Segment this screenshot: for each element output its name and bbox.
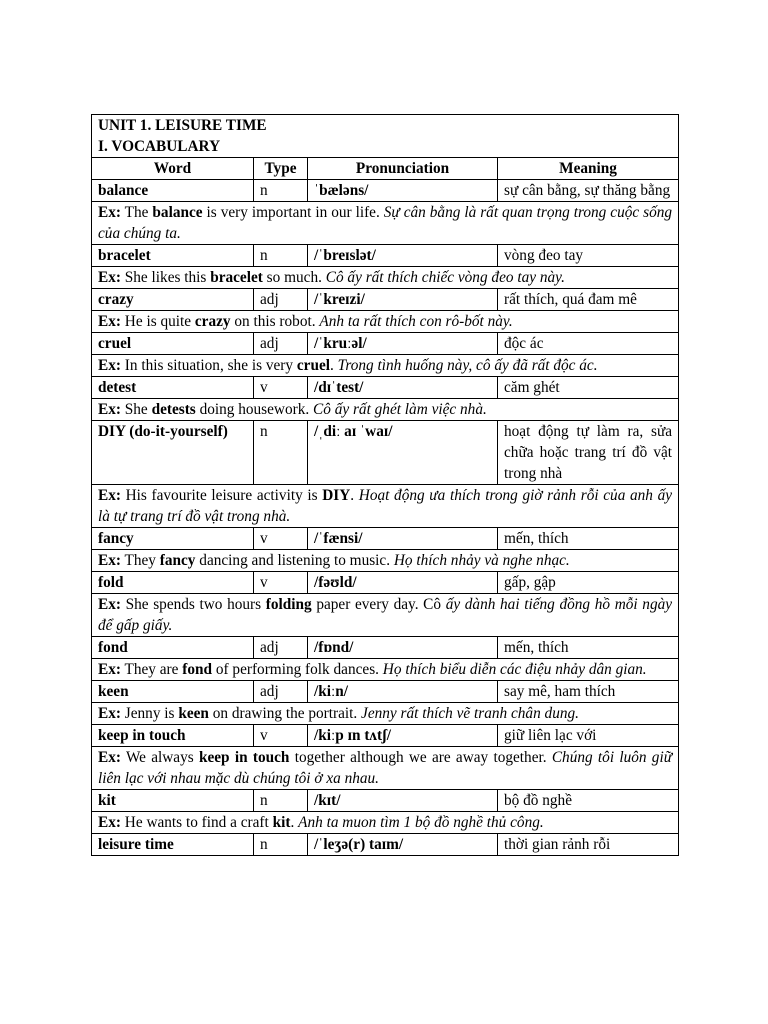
vocab-row bbox=[92, 421, 679, 485]
example-text: paper every day. Cô bbox=[311, 596, 446, 613]
example-sentence bbox=[92, 355, 679, 377]
vocab-pronunciation: /fəʊld/ bbox=[308, 572, 498, 594]
vocab-pronunciation: /kɪt/ bbox=[308, 790, 498, 812]
example-text: together although we are away together. bbox=[289, 749, 552, 766]
example-text: is very important in our life. bbox=[202, 204, 384, 221]
vocab-type: n bbox=[254, 180, 308, 202]
vocab-type: n bbox=[254, 245, 308, 267]
example-translation: Jenny rất thích vẽ tranh chân dung. bbox=[361, 705, 579, 722]
example-text: He wants to find a craft bbox=[120, 814, 273, 831]
example-translation: Họ thích nhảy và nghe nhạc. bbox=[393, 552, 570, 569]
example-row bbox=[92, 485, 679, 528]
example-text: They bbox=[120, 552, 160, 569]
example-text: . bbox=[350, 487, 359, 504]
example-sentence bbox=[92, 747, 679, 790]
vocab-row bbox=[92, 637, 679, 659]
vocab-pronunciation: /ˈkreɪzi/ bbox=[308, 289, 498, 311]
vocab-row bbox=[92, 333, 679, 355]
example-text: In this situation, she is very bbox=[120, 357, 297, 374]
example-label: Ex: bbox=[98, 749, 121, 766]
vocab-meaning: độc ác bbox=[498, 333, 679, 355]
example-text: of performing folk dances. bbox=[212, 661, 383, 678]
header-row bbox=[92, 158, 679, 180]
example-label: Ex: bbox=[98, 596, 121, 613]
example-sentence bbox=[92, 311, 679, 333]
vocab-meaning: say mê, ham thích bbox=[498, 681, 679, 703]
header-pronunciation: Pronunciation bbox=[308, 158, 498, 180]
vocab-type: adj bbox=[254, 333, 308, 355]
unit-title: UNIT 1. LEISURE TIME bbox=[98, 117, 267, 134]
vocab-pronunciation: /ˈbreɪslət/ bbox=[308, 245, 498, 267]
vocab-row bbox=[92, 725, 679, 747]
example-label: Ex: bbox=[98, 814, 121, 831]
vocab-pronunciation: /ˈleʒə(r) taɪm/ bbox=[308, 834, 498, 856]
vocab-word: bracelet bbox=[92, 245, 254, 267]
example-keyword: cruel bbox=[296, 357, 330, 374]
vocab-row bbox=[92, 681, 679, 703]
header-word: Word bbox=[92, 158, 254, 180]
example-text: His favourite leisure activity is bbox=[120, 487, 323, 504]
vocab-word: fancy bbox=[92, 528, 254, 550]
example-keyword: keen bbox=[178, 705, 209, 722]
example-text: The bbox=[120, 204, 153, 221]
example-keyword: folding bbox=[265, 596, 312, 613]
example-keyword: DIY bbox=[322, 487, 351, 504]
example-sentence bbox=[92, 594, 679, 637]
example-row bbox=[92, 311, 679, 333]
example-translation: Anh ta muon tìm 1 bộ đồ nghề thủ công. bbox=[298, 814, 544, 831]
vocab-row bbox=[92, 180, 679, 202]
example-text: She bbox=[120, 401, 152, 418]
vocab-word: leisure time bbox=[92, 834, 254, 856]
example-keyword: keep in touch bbox=[198, 749, 290, 766]
example-row bbox=[92, 550, 679, 572]
example-text: doing housework. bbox=[195, 401, 314, 418]
example-row bbox=[92, 812, 679, 834]
vocab-word: DIY (do-it-yourself) bbox=[92, 421, 254, 485]
example-sentence bbox=[92, 550, 679, 572]
vocab-pronunciation: /ˈkruːəl/ bbox=[308, 333, 498, 355]
example-keyword: fancy bbox=[159, 552, 196, 569]
example-sentence bbox=[92, 659, 679, 681]
vocab-meaning: thời gian rảnh rỗi bbox=[498, 834, 679, 856]
vocab-type: v bbox=[254, 725, 308, 747]
example-row bbox=[92, 355, 679, 377]
example-sentence bbox=[92, 202, 679, 245]
vocab-row bbox=[92, 572, 679, 594]
example-translation: Sự cân bằng là rất quan trọng trong cuộc sống của chúng ta. bbox=[98, 204, 673, 242]
example-label: Ex: bbox=[98, 705, 121, 722]
vocab-meaning: gấp, gập bbox=[498, 572, 679, 594]
example-label: Ex: bbox=[98, 313, 121, 330]
vocab-meaning: bộ đồ nghề bbox=[498, 790, 679, 812]
vocab-word: detest bbox=[92, 377, 254, 399]
example-keyword: kit bbox=[272, 814, 291, 831]
example-keyword: fond bbox=[182, 661, 213, 678]
example-translation: Hoạt động ưa thích trong giờ rảnh rỗi của anh ấy là tự trang trí đồ vật trong nhà. bbox=[98, 487, 673, 525]
example-text: on this robot. bbox=[230, 313, 320, 330]
example-text: dancing and listening to music. bbox=[195, 552, 394, 569]
example-sentence bbox=[92, 267, 679, 289]
vocab-type: v bbox=[254, 528, 308, 550]
vocabulary-table bbox=[91, 114, 679, 856]
vocab-meaning: căm ghét bbox=[498, 377, 679, 399]
example-row bbox=[92, 594, 679, 637]
example-translation: Anh ta rất thích con rô-bốt này. bbox=[319, 313, 513, 330]
vocab-meaning: hoạt động tự làm ra, sửa chữa hoặc trang trí đồ vật trong nhà bbox=[498, 421, 679, 485]
example-row bbox=[92, 267, 679, 289]
vocab-word: keep in touch bbox=[92, 725, 254, 747]
example-keyword: bracelet bbox=[210, 269, 263, 286]
header-type: Type bbox=[254, 158, 308, 180]
example-keyword: balance bbox=[152, 204, 203, 221]
title-row bbox=[92, 115, 679, 158]
vocab-meaning: mến, thích bbox=[498, 637, 679, 659]
section-title: I. VOCABULARY bbox=[98, 138, 221, 155]
vocab-word: crazy bbox=[92, 289, 254, 311]
vocab-meaning: rất thích, quá đam mê bbox=[498, 289, 679, 311]
example-translation: ấy dành hai tiếng đồng hồ mỗi ngày để gấp giấy. bbox=[98, 596, 673, 634]
example-label: Ex: bbox=[98, 204, 121, 221]
vocab-word: keen bbox=[92, 681, 254, 703]
vocab-pronunciation: /dɪˈtest/ bbox=[308, 377, 498, 399]
example-label: Ex: bbox=[98, 357, 121, 374]
example-label: Ex: bbox=[98, 269, 121, 286]
vocab-pronunciation: /fɒnd/ bbox=[308, 637, 498, 659]
example-row bbox=[92, 747, 679, 790]
vocab-pronunciation: ˈbæləns/ bbox=[308, 180, 498, 202]
vocab-type: v bbox=[254, 377, 308, 399]
example-text: on drawing the portrait. bbox=[208, 705, 362, 722]
example-label: Ex: bbox=[98, 401, 121, 418]
example-label: Ex: bbox=[98, 661, 121, 678]
vocab-pronunciation: /kiːn/ bbox=[308, 681, 498, 703]
vocab-word: fold bbox=[92, 572, 254, 594]
vocab-type: n bbox=[254, 834, 308, 856]
example-sentence bbox=[92, 703, 679, 725]
vocab-pronunciation: /ˌdiː aɪ ˈwaɪ/ bbox=[308, 421, 498, 485]
vocab-meaning: mến, thích bbox=[498, 528, 679, 550]
example-text: . bbox=[290, 814, 299, 831]
example-text: She spends two hours bbox=[120, 596, 266, 613]
example-row bbox=[92, 399, 679, 421]
vocab-row bbox=[92, 834, 679, 856]
vocab-meaning: sự cân bằng, sự thăng bằng bbox=[498, 180, 679, 202]
vocab-row bbox=[92, 377, 679, 399]
example-row bbox=[92, 659, 679, 681]
example-keyword: crazy bbox=[194, 313, 231, 330]
vocab-type: adj bbox=[254, 289, 308, 311]
example-text: She likes this bbox=[120, 269, 211, 286]
vocab-word: cruel bbox=[92, 333, 254, 355]
example-translation: Chúng tôi luôn giữ liên lạc với nhau mặc dù chúng tôi ở xa nhau. bbox=[98, 749, 673, 787]
vocab-type: n bbox=[254, 790, 308, 812]
example-sentence bbox=[92, 485, 679, 528]
header-meaning: Meaning bbox=[498, 158, 679, 180]
vocab-row bbox=[92, 528, 679, 550]
vocab-type: adj bbox=[254, 681, 308, 703]
vocab-word: fond bbox=[92, 637, 254, 659]
vocab-pronunciation: /kiːp ɪn tʌtʃ/ bbox=[308, 725, 498, 747]
vocab-meaning: vòng đeo tay bbox=[498, 245, 679, 267]
example-translation: Trong tình huống này, cô ấy đã rất độc ác. bbox=[337, 357, 598, 374]
vocab-meaning: giữ liên lạc với bbox=[498, 725, 679, 747]
example-row bbox=[92, 202, 679, 245]
example-text: They are bbox=[120, 661, 183, 678]
vocab-type: n bbox=[254, 421, 308, 485]
example-sentence bbox=[92, 812, 679, 834]
example-text: Jenny is bbox=[120, 705, 179, 722]
example-label: Ex: bbox=[98, 487, 121, 504]
vocab-row bbox=[92, 245, 679, 267]
example-translation: Cô ấy rất thích chiếc vòng đeo tay này. bbox=[325, 269, 565, 286]
vocab-word: kit bbox=[92, 790, 254, 812]
example-text: He is quite bbox=[120, 313, 195, 330]
vocab-word: balance bbox=[92, 180, 254, 202]
vocab-row bbox=[92, 790, 679, 812]
example-translation: Cô ấy rất ghét làm việc nhà. bbox=[313, 401, 487, 418]
example-text: so much. bbox=[262, 269, 326, 286]
vocab-pronunciation: /ˈfænsi/ bbox=[308, 528, 498, 550]
vocab-type: adj bbox=[254, 637, 308, 659]
example-sentence bbox=[92, 399, 679, 421]
example-label: Ex: bbox=[98, 552, 121, 569]
example-translation: Họ thích biểu diễn các điệu nhảy dân gian. bbox=[382, 661, 647, 678]
example-text: . bbox=[330, 357, 338, 374]
example-row bbox=[92, 703, 679, 725]
title-cell bbox=[92, 115, 679, 158]
vocab-row bbox=[92, 289, 679, 311]
example-keyword: detests bbox=[151, 401, 196, 418]
example-text: We always bbox=[120, 749, 199, 766]
vocab-type: v bbox=[254, 572, 308, 594]
